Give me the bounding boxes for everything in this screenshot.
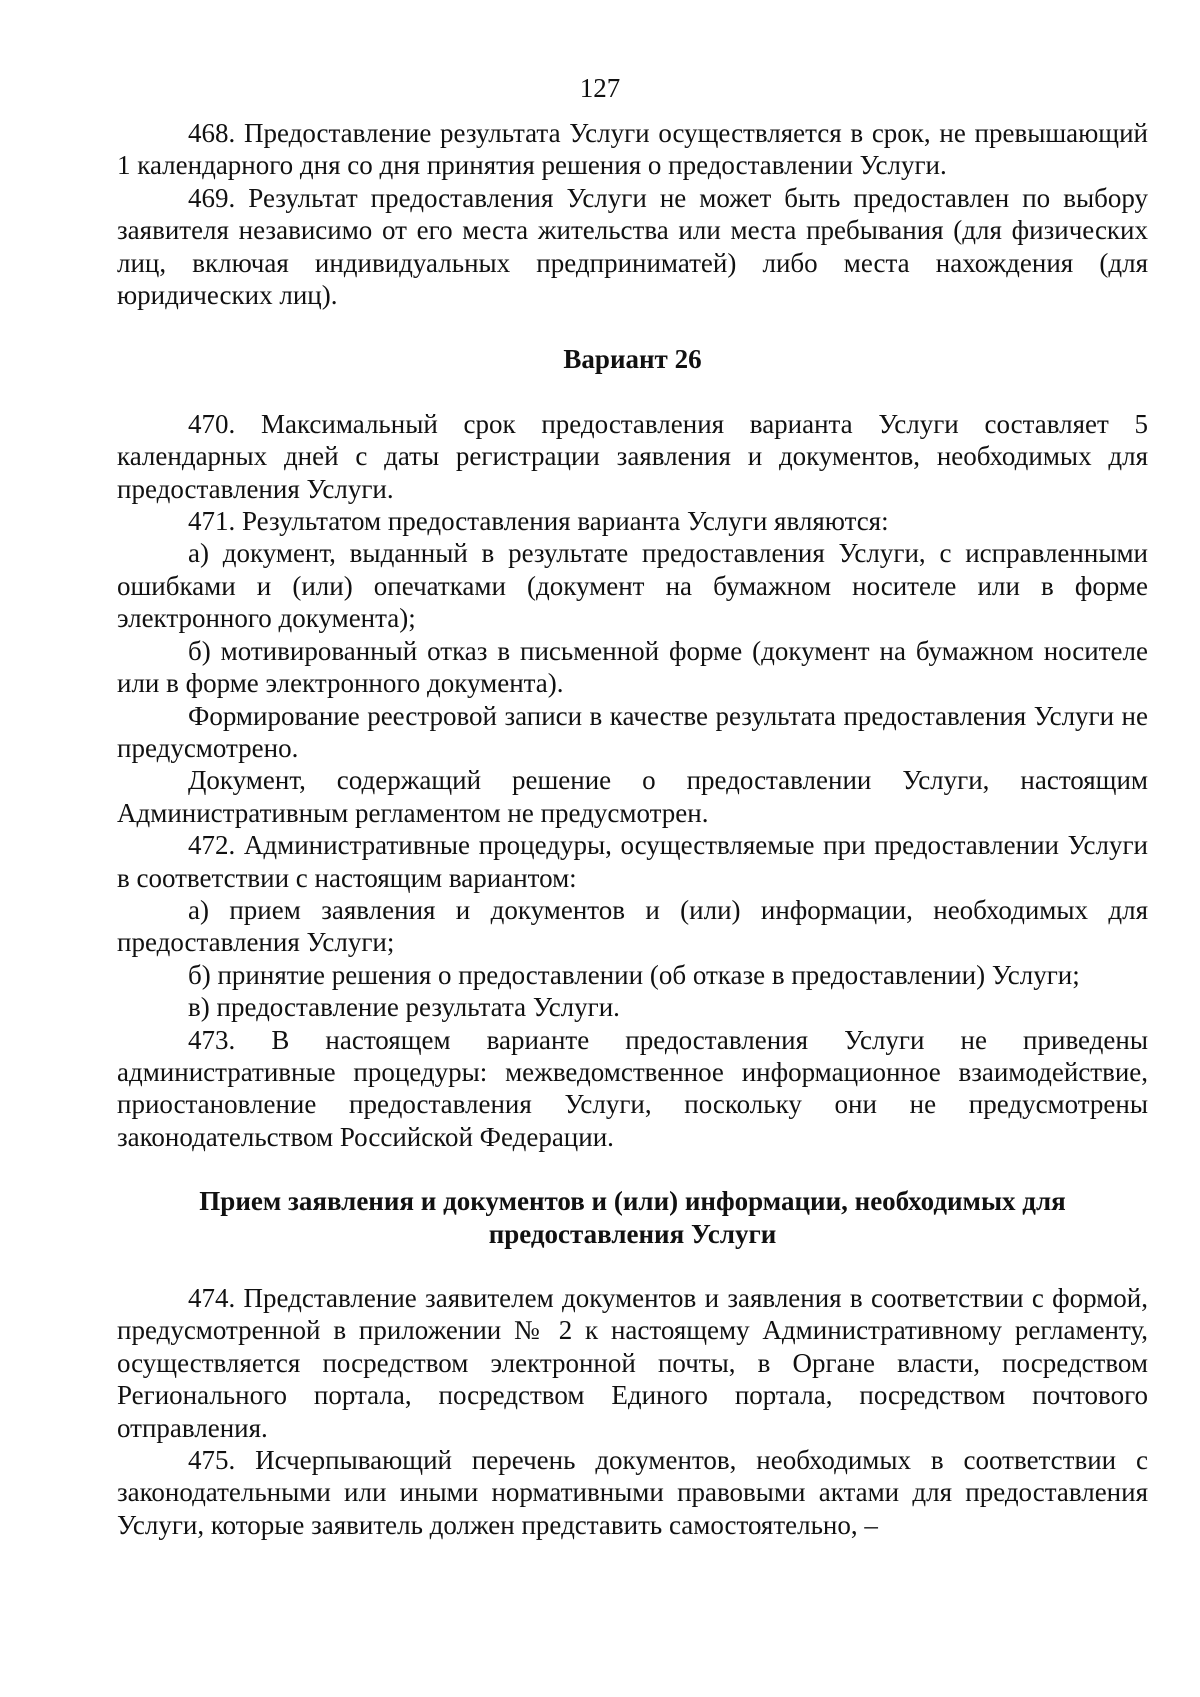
paragraph-472-c: в) предоставление результата Услуги. [188, 992, 620, 1023]
paragraph-471: 471. Результатом предоставления варианта Услуги являются: [188, 506, 889, 537]
document-body [117, 117, 1148, 1541]
paragraph-468: 468. Предоставление результата Услуги осуществляется в срок, не превышающий 1 календарного дня со дня принятия решения о предоставлении Услуги. [117, 118, 1148, 181]
paragraph-472-b: б) принятие решения о предоставлении (об отказе в предоставлении) Услуги; [188, 959, 1080, 990]
paragraph-472-a: а) прием заявления и документов и (или) информации, необходимых для предоставления Услуги; [117, 894, 1148, 958]
paragraph-471-b: б) мотивированный отказ в письменной форме (документ на бумажном носителе или в форме электронного документа). [117, 635, 1148, 699]
paragraph-474: 474. Представление заявителем документов и заявления в соответствии с формой, предусмотренной в приложении № 2 к настоящему Административному регламенту, осуществляется посредством электронной почты, в Органе власти, посредством Регионального портала, посредством Единого портала, посредством почтового отправления. [117, 1283, 1148, 1443]
paragraph-475: 475. Исчерпывающий перечень документов, необходимых в соответствии с законодательными или иными нормативными правовыми актами для предоставления Услуги, которые заявитель должен представить самостоятельно, – [117, 1445, 1148, 1540]
paragraph-473: 473. В настоящем варианте предоставления Услуги не приведены административные процедуры: межведомственное информационное взаимодействие, приостановление предоставления Услуги, поскольку они не предусмотрены законодательством Российской Федерации. [117, 1024, 1148, 1152]
paragraph-472: 472. Административные процедуры, осуществляемые при предоставлении Услуги в соответствии с настоящим вариантом: [117, 830, 1148, 893]
section-heading-application-intake: Прием заявления и документов и (или) информации, необходимых для предоставления Услуги [199, 1186, 1066, 1249]
paragraph-469: 469. Результат предоставления Услуги не может быть предоставлен по выбору заявителя независимо от его места жительства или места пребывания (для физических лиц, включая индивидуальных предприниматей) либо места нахождения (для юридических лиц). [117, 182, 1148, 311]
paragraph-registry-record: Формирование реестровой записи в качестве результата предоставления Услуги не предусмотрено. [117, 700, 1148, 763]
paragraph-471-a: а) документ, выданный в результате предоставления Услуги, с исправленными ошибками и (или) опечатками (документ на бумажном носителе или в форме электронного документа); [117, 538, 1148, 634]
paragraph-decision-document: Документ, содержащий решение о предоставлении Услуги, настоящим Административным регламентом не предусмотрен. [117, 765, 1148, 828]
section-heading-variant-26: Вариант 26 [563, 344, 702, 375]
page-number: 127 [579, 73, 621, 103]
paragraph-470: 470. Максимальный срок предоставления варианта Услуги составляет 5 календарных дней с даты регистрации заявления и документов, необходимых для предоставления Услуги. [117, 408, 1148, 504]
